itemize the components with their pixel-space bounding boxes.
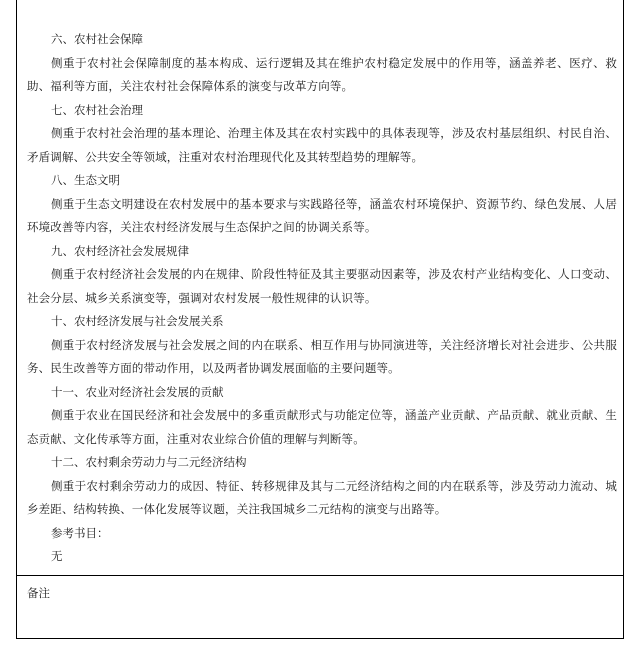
section-heading: 六、农村社会保障 [51, 32, 143, 46]
section-rural-social-security [27, 28, 617, 99]
section-development-laws [27, 240, 617, 311]
section-description: 侧重于农村社会保障制度的基本构成、运行逻辑及其在维护农村稳定发展中的作用等，涵盖养老、医疗、救助、福利等方面，关注农村社会保障体系的演变与改革方向等。 [27, 55, 617, 93]
notes-label: 备注 [27, 586, 50, 600]
section-description: 侧重于农业在国民经济和社会发展中的多重贡献形式与功能定位等，涵盖产业贡献、产品贡献、就业贡献、生态贡献、文化传承等方面，注重对农业综合价值的理解与判断等。 [27, 408, 617, 446]
section-economic-social-relation [27, 310, 617, 381]
section-heading: 十二、农村剩余劳动力与二元经济结构 [51, 455, 247, 469]
document-table [16, 0, 624, 639]
section-description: 侧重于生态文明建设在农村发展中的基本要求与实践路径等，涵盖农村环境保护、资源节约、绿色发展、人居环境改善等内容，关注农村经济发展与生态保护之间的协调关系等。 [27, 196, 617, 234]
syllabus-content-cell [17, 0, 623, 576]
section-rural-social-governance [27, 99, 617, 170]
section-heading: 十一、农业对经济社会发展的贡献 [51, 384, 224, 399]
section-description: 侧重于农村剩余劳动力的成因、特征、转移规律及其与二元经济结构之间的内在联系等，涉及劳动力流动、城乡差距、结构转换、一体化发展等议题，关注我国城乡二元结构的演变与出路等。 [27, 478, 617, 516]
section-ecological-civilization [27, 169, 617, 240]
section-heading: 九、农村经济社会发展规律 [51, 243, 189, 258]
section-heading: 十、农村经济发展与社会发展关系 [51, 314, 224, 328]
references-value: 无 [51, 549, 63, 563]
section-description: 侧重于农村经济社会发展的内在规律、阶段性特征及其主要驱动因素等，涉及农村产业结构变化、人口变动、社会分层、城乡关系演变等，强调对农村发展一般性规律的认识等。 [27, 267, 617, 305]
section-description: 侧重于农村社会治理的基本理论、治理主体及其在农村实践中的具体表现等，涉及农村基层组织、村民自治、矛盾调解、公共安全等领域，注重对农村治理现代化及其转型趋势的理解等。 [27, 126, 617, 164]
section-heading: 七、农村社会治理 [51, 102, 143, 117]
section-agriculture-contribution [27, 381, 617, 452]
notes-cell [17, 576, 623, 638]
section-surplus-labor-dual-economy [27, 451, 617, 522]
section-heading: 八、生态文明 [51, 173, 120, 187]
references-label: 参考书目： [51, 525, 109, 540]
section-description: 侧重于农村经济发展与社会发展之间的内在联系、相互作用与协同演进等，关注经济增长对社会进步、公共服务、民生改善等方面的带动作用，以及两者协调发展面临的主要问题等。 [27, 337, 617, 375]
